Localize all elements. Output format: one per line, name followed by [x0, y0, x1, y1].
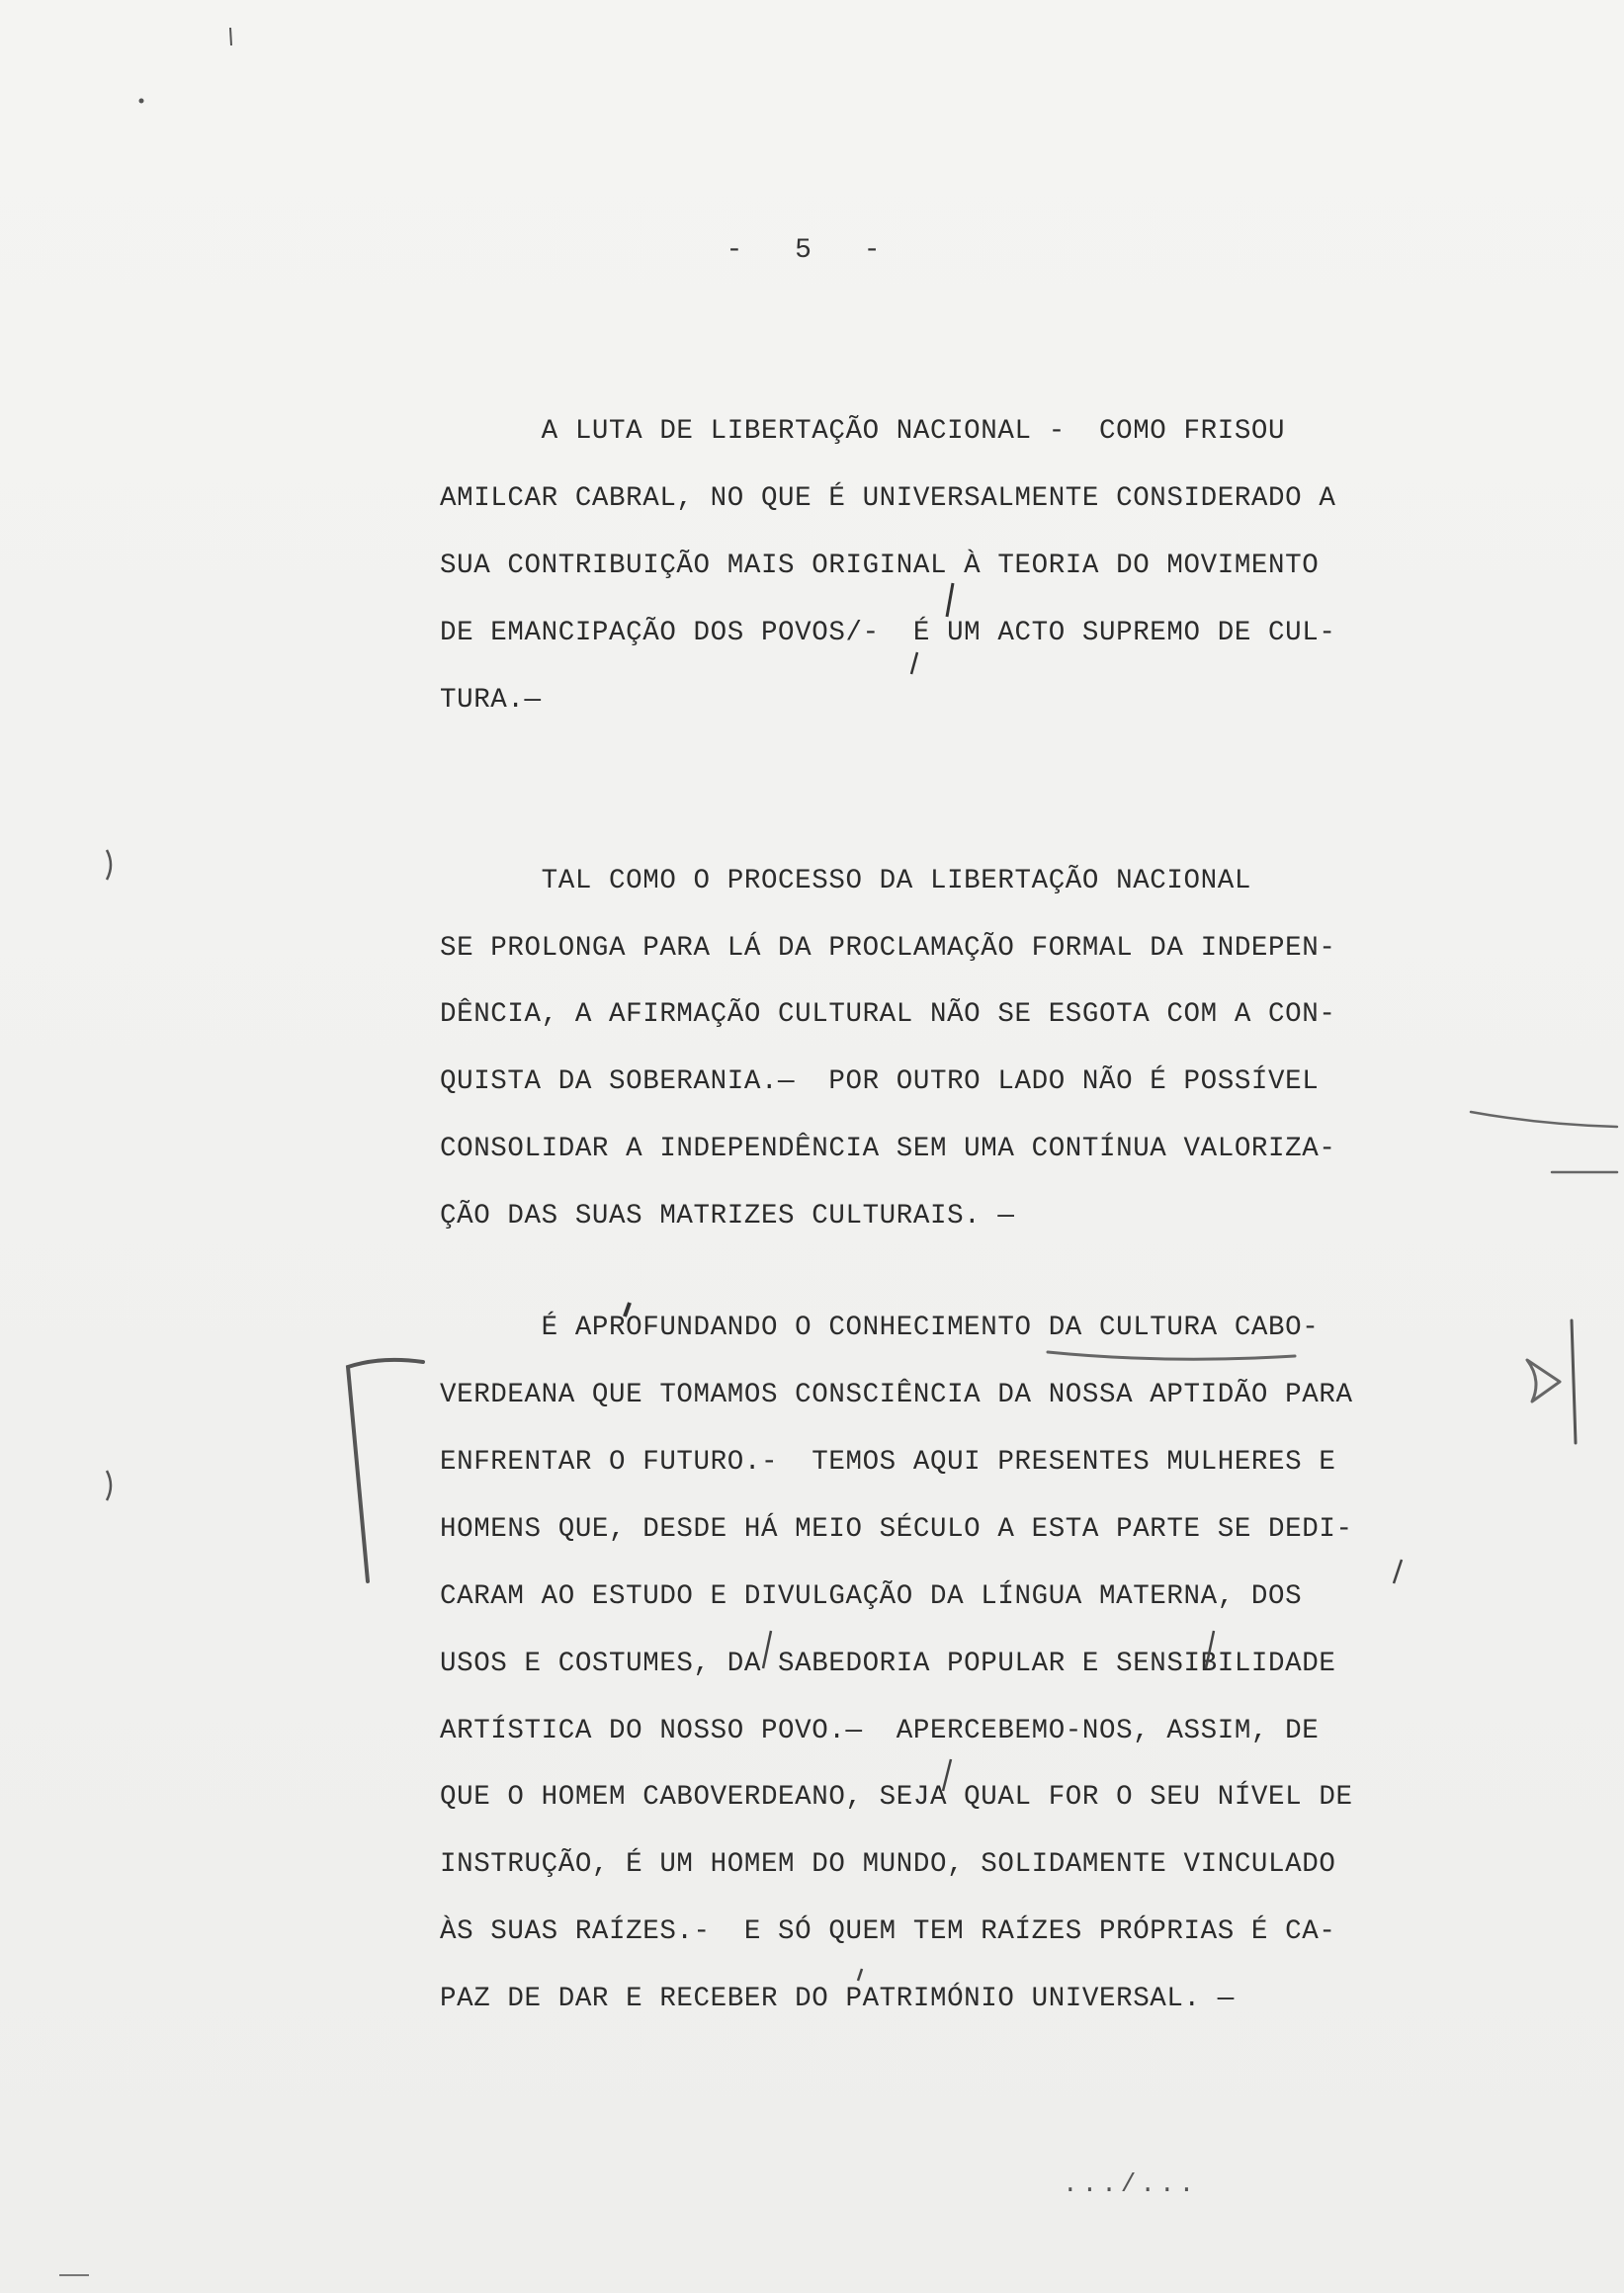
paragraph-1-line-3: SUA CONTRIBUIÇÃO MAIS ORIGINAL À TEORIA DO MOVIMENTO — [440, 551, 1320, 581]
paragraph-3-line-4: HOMENS QUE, DESDE HÁ MEIO SÉCULO A ESTA PARTE SE DEDI- — [440, 1514, 1353, 1545]
paragraph-2-line-3: DÊNCIA, A AFIRMAÇÃO CULTURAL NÃO SE ESGOTA COM A CON- — [440, 999, 1336, 1030]
pencil-margin-dash-1 — [1471, 1112, 1617, 1127]
paragraph-1-line-4: DE EMANCIPAÇÃO DOS POVOS/- É UM ACTO SUPREMO DE CUL- — [440, 618, 1336, 648]
pencil-slash-mark-2 — [911, 652, 917, 674]
pencil-slash-mark-4 — [1394, 1560, 1402, 1583]
pencil-underline-mark — [1048, 1352, 1295, 1359]
paragraph-2-line-4: QUISTA DA SOBERANIA.— POR OUTRO LADO NÃO É POSSÍVEL — [440, 1066, 1320, 1097]
margin-dot-1 — [139, 99, 144, 104]
paragraph-3-line-8: QUE O HOMEM CABOVERDEANO, SEJA QUAL FOR O SEU NÍVEL DE — [440, 1782, 1353, 1813]
pencil-triangle-mark — [1527, 1360, 1560, 1401]
margin-mark-2 — [107, 1471, 111, 1500]
paragraph-3-line-7: ARTÍSTICA DO NOSSO POVO.— APERCEBEMO-NOS, ASSIM, DE — [440, 1716, 1320, 1746]
pencil-bracket-mark — [348, 1360, 423, 1581]
paragraph-3-line-11: PAZ DE DAR E RECEBER DO PATRIMÓNIO UNIVERSAL. — — [440, 1984, 1235, 2014]
paragraph-2-line-1: TAL COMO O PROCESSO DA LIBERTAÇÃO NACIONAL — [440, 866, 1251, 896]
paragraph-2-line-5: CONSOLIDAR A INDEPENDÊNCIA SEM UMA CONTÍNUA VALORIZA- — [440, 1134, 1336, 1164]
paragraph-2-line-6: ÇÃO DAS SUAS MATRIZES CULTURAIS. — — [440, 1201, 1015, 1231]
pencil-slash-mark-1 — [947, 583, 953, 617]
paragraph-3-line-1: É APROFUNDANDO O CONHECIMENTO DA CULTURA CABO- — [440, 1313, 1320, 1343]
margin-mark-1 — [107, 850, 111, 880]
pencil-slash-mark-8 — [858, 1969, 862, 1981]
paragraph-3-line-2: VERDEANA QUE TOMAMOS CONSCIÊNCIA DA NOSSA APTIDÃO PARA — [440, 1380, 1353, 1410]
pencil-margin-bar — [1572, 1320, 1576, 1443]
paragraph-3-line-10: ÀS SUAS RAÍZES.- E SÓ QUEM TEM RAÍZES PRÓPRIAS É CA- — [440, 1916, 1336, 1947]
margin-tick-1 — [230, 28, 231, 45]
paragraph-1-line-5: TURA.— — [440, 685, 542, 716]
paragraph-2-line-2: SE PROLONGA PARA LÁ DA PROCLAMAÇÃO FORMAL DA INDEPEN- — [440, 933, 1336, 964]
paragraph-3-line-9: INSTRUÇÃO, É UM HOMEM DO MUNDO, SOLIDAMENTE VINCULADO — [440, 1849, 1336, 1880]
page-number: - 5 - — [726, 235, 898, 266]
paragraph-3-line-3: ENFRENTAR O FUTURO.- TEMOS AQUI PRESENTES MULHERES E — [440, 1447, 1336, 1478]
paragraph-1-line-1: A LUTA DE LIBERTAÇÃO NACIONAL - COMO FRISOU — [440, 416, 1286, 447]
paragraph-3-line-6: USOS E COSTUMES, DA SABEDORIA POPULAR E SENSIBILIDADE — [440, 1649, 1336, 1679]
paragraph-1-line-2: AMILCAR CABRAL, NO QUE É UNIVERSALMENTE CONSIDERADO A — [440, 483, 1336, 514]
continuation-text: .../... — [1063, 2169, 1199, 2199]
paragraph-3-line-5: CARAM AO ESTUDO E DIVULGAÇÃO DA LÍNGUA MATERNA, DOS — [440, 1581, 1303, 1612]
